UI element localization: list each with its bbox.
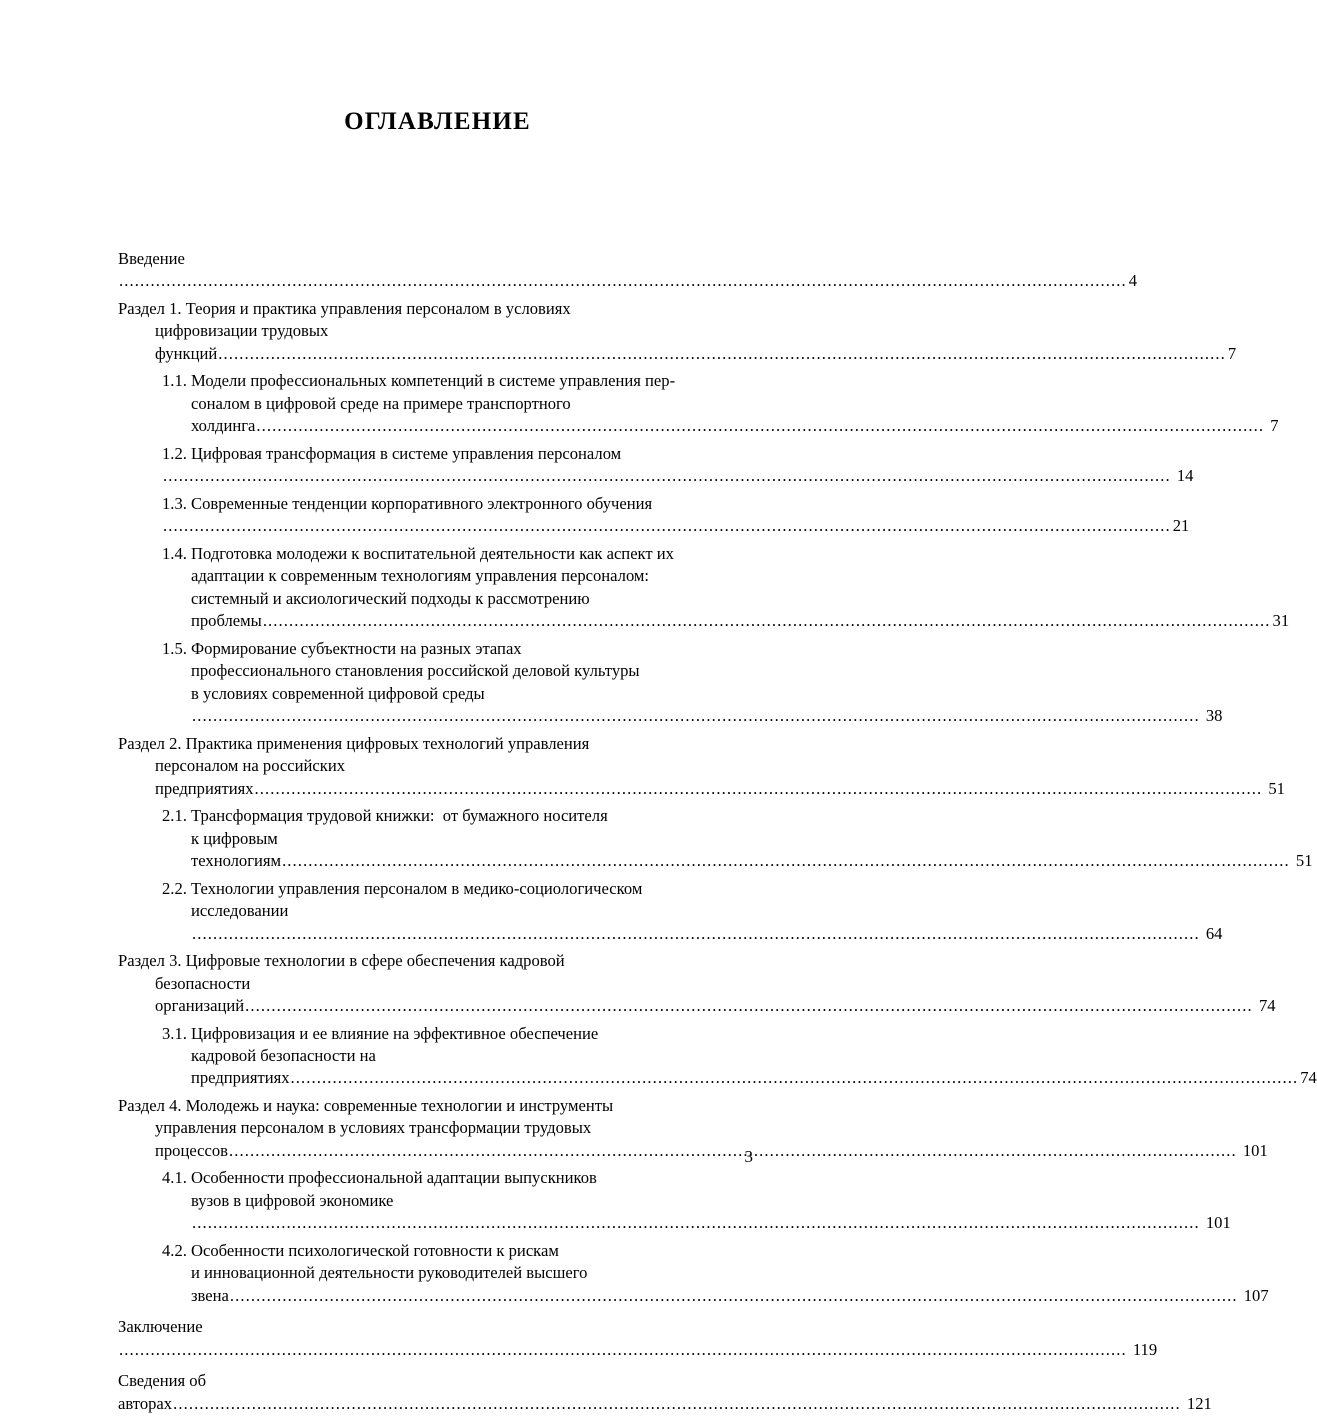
- toc-page-number: 38: [1201, 706, 1223, 726]
- toc-page-number: 107: [1239, 1285, 1269, 1305]
- toc-entry[interactable]: [118, 1316, 1158, 1361]
- toc-dot-leader: [163, 466, 1171, 485]
- toc-entry-line: [162, 493, 1190, 538]
- toc-entry-line: [162, 900, 1223, 945]
- toc-entry-line: [162, 543, 758, 565]
- toc-entry-line: [162, 443, 1194, 488]
- toc-entry-text: процессов: [155, 1140, 228, 1160]
- toc-page-number: 51: [1291, 851, 1313, 871]
- toc-entry-line: [118, 1370, 1212, 1415]
- toc-entry-text: Раздел 1. Теория и практика управления персоналом в условиях: [118, 298, 571, 318]
- toc-entry-line: [162, 370, 758, 392]
- toc-entry-line: [118, 320, 1237, 365]
- toc-entry-text: Раздел 4. Молодежь и наука: современные технологии и инструменты: [118, 1095, 614, 1115]
- toc-entry-line: [162, 1190, 1231, 1235]
- page-title: ОГЛАВЛЕНИЕ: [344, 108, 531, 135]
- toc-entry-line: [162, 638, 758, 660]
- toc-page-number: 4: [1128, 271, 1137, 291]
- toc-entry-text: Раздел 2. Практика применения цифровых технологий управления: [118, 733, 590, 753]
- toc-entry-line: [118, 1140, 1268, 1162]
- toc-page-number: 119: [1128, 1339, 1158, 1359]
- toc-entry[interactable]: [118, 1023, 1317, 1090]
- toc-entry-text: безопасности организаций: [155, 973, 255, 1016]
- toc-page-number: 14: [1172, 466, 1194, 486]
- toc-entry-line: [118, 1316, 1158, 1361]
- toc-entry-text: к цифровым технологиям: [191, 828, 282, 871]
- table-of-contents: [118, 248, 1317, 1420]
- toc-page-number: 121: [1182, 1393, 1212, 1413]
- toc-entry-text: в условиях современной цифровой среды: [191, 683, 489, 703]
- toc-entry-text: Раздел 3. Цифровые технологии в сфере обеспечения кадровой: [118, 951, 565, 971]
- toc-entry-text: 1.1. Модели профессиональных компетенций в системе управления пер-: [162, 371, 676, 391]
- toc-dot-leader: [282, 851, 1290, 870]
- toc-entry-text: 2.1. Трансформация трудовой книжки: от бумажного носителя: [162, 806, 608, 826]
- toc-dot-leader: [119, 271, 1127, 290]
- toc-page-number: 74: [1254, 996, 1276, 1016]
- toc-entry-line: [118, 1117, 795, 1139]
- toc-entry-text: Сведения об авторах: [118, 1371, 211, 1413]
- toc-entry-line: [118, 755, 1285, 800]
- toc-entry-text: 1.2. Цифровая трансформация в системе управления персоналом: [162, 443, 626, 463]
- toc-entry-line: [118, 298, 758, 320]
- toc-entry-line: [118, 733, 758, 755]
- toc-entry-line: [162, 683, 1223, 728]
- toc-entry-line: [162, 1045, 1317, 1090]
- toc-page-number: 64: [1201, 923, 1223, 943]
- toc-page-number: 21: [1172, 516, 1190, 536]
- toc-entry[interactable]: [118, 248, 1137, 293]
- toc-entry-text: 1.3. Современные тенденции корпоративного электронного обучения: [162, 493, 657, 513]
- toc-page-number: 7: [1266, 416, 1279, 436]
- toc-entry[interactable]: [118, 1167, 1231, 1234]
- toc-entry-line: [162, 565, 787, 587]
- toc-page-number: 31: [1272, 611, 1290, 631]
- toc-page-number: 101: [1238, 1140, 1268, 1160]
- toc-entry-text: адаптации к современным технологиям управления персоналом:: [191, 566, 650, 586]
- toc-entry-text: 1.4. Подготовка молодежи к воспитательной деятельности как аспект их: [162, 543, 674, 563]
- toc-entry[interactable]: [118, 733, 1285, 800]
- toc-entry-text: и инновационной деятельности руководителей высшего звена: [191, 1263, 592, 1305]
- toc-entry-text: 3.1. Цифровизация и ее влияние на эффективное обеспечение: [162, 1023, 599, 1043]
- toc-entry-text: профессионального становления российской деловой культуры: [191, 661, 640, 681]
- toc-entry-line: [162, 805, 758, 827]
- toc-entry-line: [118, 1095, 758, 1117]
- toc-entry-line: [162, 1262, 1269, 1307]
- toc-entry-text: исследовании: [191, 901, 293, 921]
- toc-dot-leader: [230, 1286, 1238, 1305]
- toc-entry-text: соналом в цифровой среде на примере транспортного холдинга: [191, 393, 575, 436]
- toc-entry-text: 4.2. Особенности психологической готовности к рискам: [162, 1240, 559, 1260]
- toc-dot-leader: [291, 1068, 1299, 1087]
- toc-entry-text: кадровой безопасности на предприятиях: [191, 1045, 381, 1088]
- page-folio: 3: [744, 1147, 753, 1166]
- toc-entry-line: [118, 248, 1137, 293]
- toc-entry[interactable]: [118, 1240, 1269, 1307]
- toc-dot-leader: [173, 1394, 1181, 1413]
- toc-entry-line: [162, 1167, 758, 1189]
- toc-dot-leader: [218, 344, 1226, 363]
- toc-dot-leader: [245, 996, 1253, 1015]
- toc-page-number: 7: [1227, 343, 1237, 363]
- toc-page-number: 51: [1264, 778, 1285, 798]
- toc-entry[interactable]: [118, 543, 1290, 633]
- toc-dot-leader: [192, 706, 1200, 725]
- toc-entry-line: [162, 828, 1313, 873]
- toc-entry-text: цифровизации трудовых функций: [155, 321, 333, 363]
- toc-entry-text: 1.5. Формирование субъектности на разных этапах: [162, 638, 522, 658]
- toc-entry-text: системный и аксиологический подходы к рассмотрению проблемы: [191, 588, 594, 631]
- toc-entry[interactable]: [118, 1095, 1268, 1162]
- toc-entry[interactable]: [118, 443, 1194, 488]
- toc-dot-leader: [255, 779, 1263, 798]
- toc-entry-line: [118, 973, 1276, 1018]
- toc-page-number: 101: [1201, 1213, 1231, 1233]
- toc-entry[interactable]: [118, 638, 1223, 728]
- toc-entry[interactable]: [118, 493, 1190, 538]
- toc-dot-leader: [263, 611, 1271, 630]
- toc-entry[interactable]: [118, 950, 1276, 1017]
- toc-dot-leader: [192, 924, 1200, 943]
- toc-entry-text: Заключение: [118, 1317, 207, 1337]
- toc-entry-line: [162, 878, 758, 900]
- toc-dot-leader: [119, 1340, 1127, 1359]
- toc-entry-line: [162, 1240, 758, 1262]
- toc-entry-text: Введение: [118, 249, 190, 268]
- toc-page-number: 74: [1300, 1068, 1317, 1088]
- toc-entry-line: [162, 1023, 758, 1045]
- toc-entry[interactable]: [118, 370, 1279, 437]
- toc-dot-leader: [192, 1213, 1200, 1232]
- toc-dot-leader: [229, 1141, 1237, 1160]
- toc-dot-leader: [163, 516, 1171, 535]
- toc-dot-leader: [256, 416, 1264, 435]
- toc-entry-line: [162, 393, 1279, 438]
- toc-entry-text: 4.1. Особенности профессиональной адаптации выпускников: [162, 1168, 597, 1188]
- toc-entry[interactable]: [118, 1370, 1212, 1415]
- toc-entry-text: персоналом на российских предприятиях: [155, 756, 354, 798]
- toc-entry-line: [162, 588, 1290, 633]
- toc-entry-text: 2.2. Технологии управления персоналом в медико-социологическом: [162, 878, 643, 898]
- toc-entry[interactable]: [118, 805, 1313, 872]
- toc-entry[interactable]: [118, 878, 1223, 945]
- toc-entry-line: [118, 950, 758, 972]
- toc-entry[interactable]: [118, 298, 1237, 365]
- toc-entry-text: вузов в цифровой экономике: [191, 1190, 398, 1210]
- toc-entry-line: [162, 660, 787, 682]
- toc-entry-text: управления персоналом в условиях трансформации трудовых: [155, 1118, 592, 1138]
